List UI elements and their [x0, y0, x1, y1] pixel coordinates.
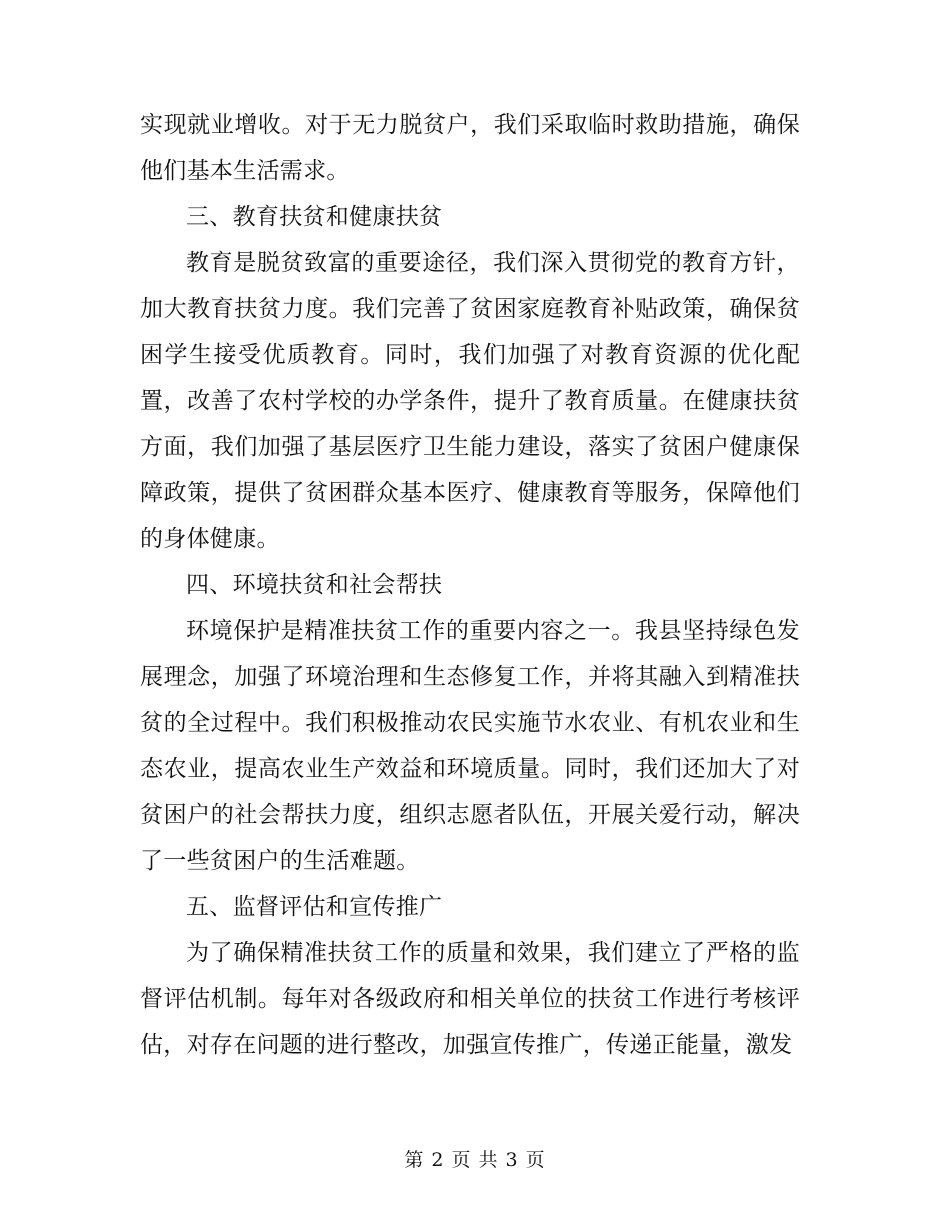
section-heading-education-health: 三、教育扶贫和健康扶贫	[186, 204, 443, 230]
page-number-footer: 第 2 页 共 3 页	[404, 1149, 546, 1171]
section-heading-environment-social: 四、环境扶贫和社会帮扶	[186, 572, 443, 598]
paragraph-environment-social: 环境保护是精准扶贫工作的重要内容之一。我县坚持绿色发展理念，加强了环境治理和生态修复工作，并将其融入到精准扶贫的全过程中。我们积极推动农民实施节水农业、有机农业和生态农业，提高农业生产效益和环境质量。同时，我们还加大了对贫困户的社会帮扶力度，组织志愿者队伍，开展关爱行动，解决了一些贫困户的生活难题。	[140, 618, 800, 874]
section-heading-supervision-publicity: 五、监督评估和宣传推广	[186, 894, 443, 920]
paragraph-continued: 实现就业增收。对于无力脱贫户，我们采取临时救助措施，确保他们基本生活需求。	[140, 112, 800, 184]
document-body	[140, 102, 800, 1068]
paragraph-supervision-publicity: 为了确保精准扶贫工作的质量和效果，我们建立了严格的监督评估机制。每年对各级政府和相关单位的扶贫工作进行考核评估，对存在问题的进行整改，加强宣传推广，传递正能量，激发	[140, 940, 800, 1058]
paragraph-education-health: 教育是脱贫致富的重要途径，我们深入贯彻党的教育方针，加大教育扶贫力度。我们完善了贫困家庭教育补贴政策，确保贫困学生接受优质教育。同时，我们加强了对教育资源的优化配置，改善了农村学校的办学条件，提升了教育质量。在健康扶贫方面，我们加强了基层医疗卫生能力建设，落实了贫困户健康保障政策，提供了贫困群众基本医疗、健康教育等服务，保障他们的身体健康。	[140, 250, 800, 552]
